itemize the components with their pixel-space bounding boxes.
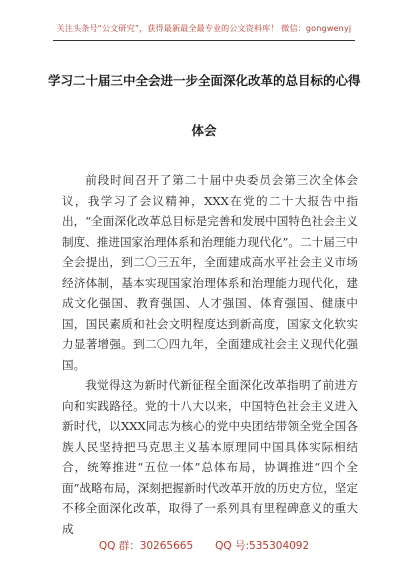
document-body (62, 170, 358, 539)
footer-contact (0, 538, 408, 553)
body-paragraph-1: 前段时间召开了第二十届中央委员会第三次全体会议，我学习了会议精神，XXX在党的二十大报告中指出，“全面深化改革总目标是完善和发展中国特色社会主义制度、推进国家治理体系和治理能力现代化”。二十届三中全会提出，到二〇三五年，全面建成高水平社会主义市场经济体制，基本实现国家治理体系和治理能力现代化，建成文化强国、教育强国、人才强国、体育强国、健康中国，国民素质和社会文明程度达到新高度，国家文化软实力显著增强。到二〇四九年，全面建成社会主义现代化强国。 (62, 173, 358, 372)
footer-qq-number: QQ 号:535304092 (215, 540, 310, 552)
body-paragraph-2: 我觉得这为新时代新征程全面深化改革指明了前进方向和实践路径。党的十八大以来，中国特色社会主义进入新时代，以XXX同志为核心的党中央团结带领全党全国各族人民坚持把马克思主义基本原理同中国具体实际相结合，统筹推进“五位一体”总体布局，协调推进“四个全面”战略布局，深刻把握新时代改革开放的历史方位，坚定不移全面深化改革，取得了一系列具有里程碑意义的重大成 (62, 378, 358, 536)
header-divider (53, 40, 355, 41)
document-title-line-2: 体会 (191, 123, 217, 138)
footer-qq-group: QQ 群：30265665 (98, 540, 194, 552)
header-promo-note: 关注头条号“公文研究”，获得最新最全最专业的公文资料库！ 微信：gongwenyj (56, 24, 352, 33)
document-title-line-1: 学习二十届三中全会进一步全面深化改革的总目标的心得 (48, 73, 361, 88)
